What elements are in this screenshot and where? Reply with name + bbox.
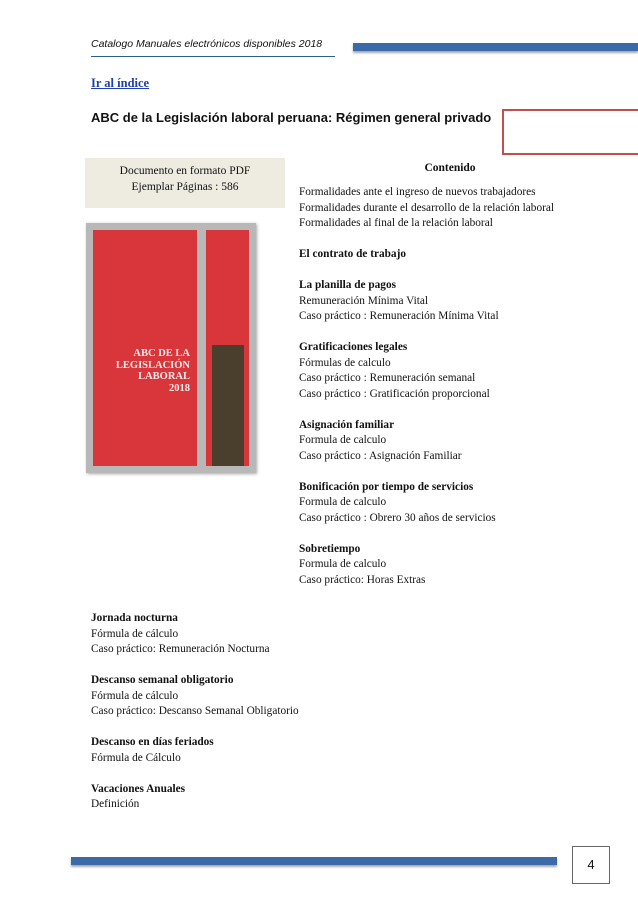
- content-list-left: [91, 611, 299, 828]
- section-line: Formula de calculo: [299, 496, 387, 508]
- header-divider: [91, 56, 335, 57]
- content-section: [299, 247, 554, 263]
- content-section: [91, 673, 299, 720]
- page-number: 4: [572, 846, 610, 884]
- document-info-box: [85, 158, 285, 208]
- content-heading: Contenido: [424, 162, 476, 174]
- content-section: [299, 480, 554, 527]
- content-section: [91, 611, 299, 658]
- section-title: Jornada nocturna: [91, 612, 178, 624]
- decorative-frame: [502, 109, 638, 155]
- index-link[interactable]: Ir al índice: [91, 76, 150, 90]
- content-section: [91, 735, 299, 766]
- section-line: Fórmula de Cálculo: [91, 751, 181, 764]
- content-section: [91, 782, 299, 813]
- book-cover-image: [86, 223, 256, 473]
- section-title: Vacaciones Anuales: [91, 782, 186, 795]
- section-line: Formalidades durante el desarrollo de la relación laboral: [299, 201, 555, 214]
- section-line: Fórmula de cálculo: [91, 627, 179, 640]
- section-line: Formalidades ante el ingreso de nuevos trabajadores: [299, 186, 536, 198]
- section-title: Descanso semanal obligatorio: [91, 674, 234, 686]
- format-label: Documento en formato PDF: [119, 165, 251, 177]
- section-line: Formula de calculo: [299, 434, 387, 446]
- section-line: Formula de calculo: [299, 558, 387, 570]
- content-section: [299, 278, 554, 325]
- header-accent-bar: [353, 43, 638, 51]
- section-line: Caso práctico: Horas Extras: [299, 573, 426, 586]
- section-line: Remuneración Mínima Vital: [299, 294, 428, 307]
- section-title: Bonificación por tiempo de servicios: [299, 480, 474, 493]
- section-title: Asignación familiar: [299, 418, 395, 431]
- section-line: Formalidades al final de la relación laboral: [299, 217, 493, 229]
- document-title: ABC de la Legislación laboral peruana: Régimen general privado: [91, 110, 492, 125]
- section-line: Caso práctico : Gratificación proporcional: [299, 387, 490, 400]
- content-list-right: [299, 185, 554, 604]
- content-section: [299, 340, 554, 402]
- section-title: Descanso en días feriados: [91, 736, 214, 748]
- section-line: Caso práctico : Remuneración Mínima Vital: [299, 310, 499, 322]
- section-title: El contrato de trabajo: [299, 248, 406, 260]
- section-line: Fórmula de cálculo: [91, 689, 179, 702]
- section-line: Caso práctico : Obrero 30 años de servicios: [299, 511, 496, 524]
- pages-label: Ejemplar Páginas : 586: [131, 181, 239, 193]
- content-section: [299, 418, 554, 465]
- section-line: Fórmulas de calculo: [299, 356, 391, 369]
- header-title: Catalogo Manuales electrónicos disponibles 2018: [91, 38, 323, 50]
- footer-accent-bar: [71, 857, 557, 865]
- section-title: Sobretiempo: [299, 542, 361, 555]
- section-title: La planilla de pagos: [299, 279, 396, 291]
- cover-dark-block: [212, 345, 244, 466]
- section-line: Caso práctico: Remuneración Nocturna: [91, 643, 270, 655]
- section-line: Caso práctico : Asignación Familiar: [299, 449, 462, 462]
- content-section: [299, 185, 554, 232]
- cover-title-text: ABC DE LA LEGISLACIÓN LABORAL 2018: [115, 348, 190, 394]
- section-title: Gratificaciones legales: [299, 341, 408, 353]
- section-line: Caso práctico: Descanso Semanal Obligatorio: [91, 705, 299, 717]
- content-section: [299, 542, 554, 589]
- section-line: Definición: [91, 798, 140, 810]
- section-line: Caso práctico : Remuneración semanal: [299, 372, 476, 384]
